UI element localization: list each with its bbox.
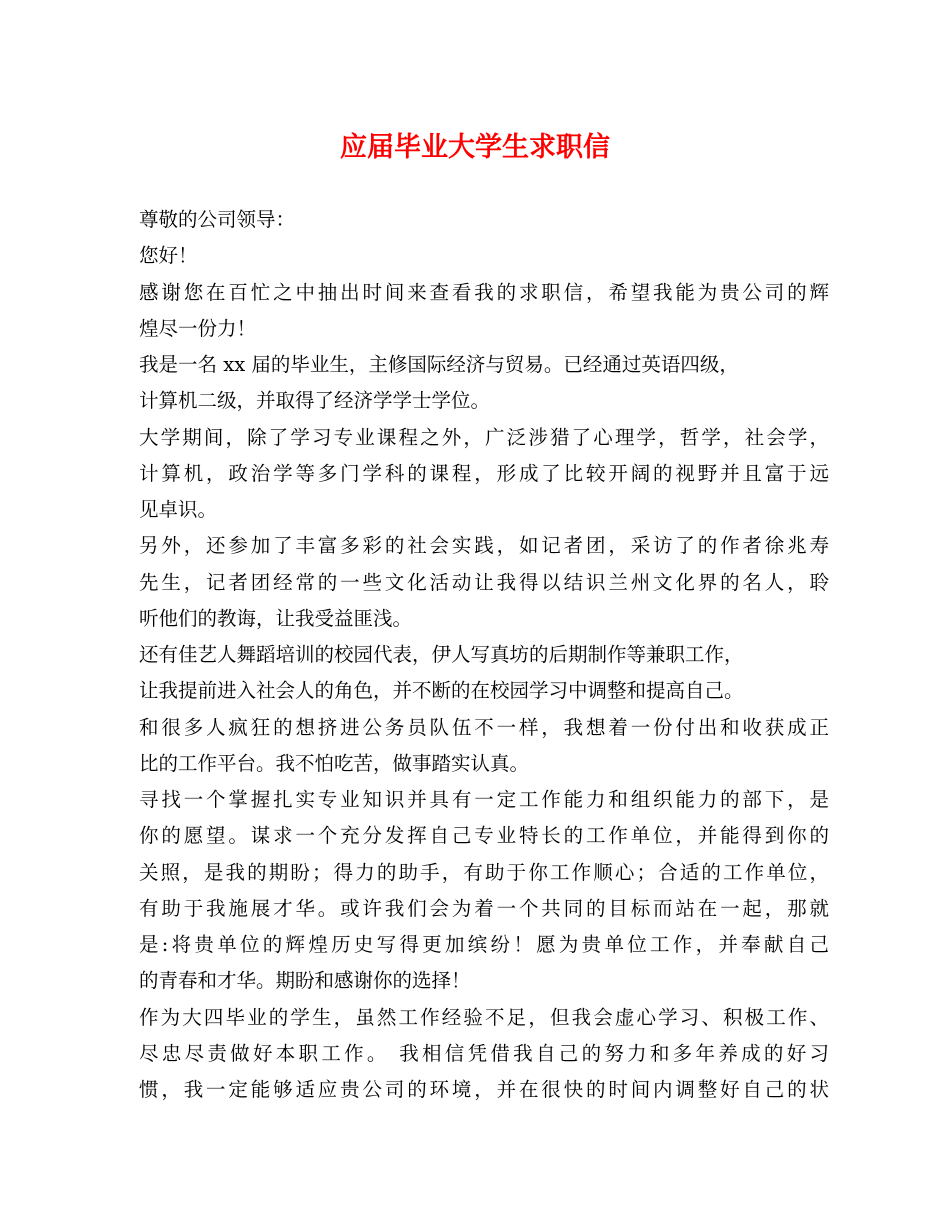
body-line: 计算机，政治学等多门学科的课程，形成了比较开阔的视野并且富于远	[139, 461, 829, 485]
body-line: 作为大四毕业的学生，虽然工作经验不足，但我会虚心学习、积极工作、	[139, 1005, 829, 1029]
body-line: 寻找一个掌握扎实专业知识并具有一定工作能力和组织能力的部下，是	[139, 788, 829, 811]
body-line: 计算机二级，并取得了经济学学士学位。	[139, 389, 491, 413]
body-line: 尽忠尽责做好本职工作。 我相信凭借我自己的努力和多年养成的好习	[139, 1041, 829, 1065]
salutation-line: 尊敬的公司领导：	[139, 208, 296, 231]
body-line: 有助于我施展才华。或许我们会为着一个共同的目标而站在一起，那就	[139, 896, 829, 920]
body-line: 比的工作平台。我不怕吃苦，做事踏实认真。	[139, 751, 530, 775]
document-title: 应届毕业大学生求职信	[340, 132, 610, 163]
body-line: 的青春和才华。期盼和感谢你的选择！	[139, 969, 471, 993]
body-line: 先生，记者团经常的一些文化活动让我得以结识兰州文化界的名人，聆	[139, 570, 829, 594]
body-line: 惯，我一定能够适应贵公司的环境，并在很快的时间内调整好自己的状	[139, 1078, 829, 1101]
body-line: 见卓识。	[139, 498, 218, 521]
body-line: 另外，还参加了丰富多彩的社会实践，如记者团，采访了的作者徐兆寿	[139, 534, 829, 558]
body-line: 是:将贵单位的辉煌历史写得更加缤纷！愿为贵单位工作，并奉献自己	[139, 933, 829, 956]
body-line: 煌尽一份力！	[139, 316, 257, 340]
body-line: 听他们的教诲，让我受益匪浅。	[139, 606, 413, 630]
greeting-line: 您好！	[139, 244, 198, 268]
body-line: 我是一名 xx 届的毕业生，主修国际经济与贸易。已经通过英语四级，	[139, 353, 739, 376]
body-line: 感谢您在百忙之中抽出时间来查看我的求职信，希望我能为贵公司的辉	[139, 280, 829, 304]
letter-body	[139, 202, 829, 1108]
body-line: 和很多人疯狂的想挤进公务员队伍不一样，我想着一份付出和收获成正	[139, 715, 829, 739]
body-line: 让我提前进入社会人的角色，并不断的在校园学习中调整和提高自己。	[139, 679, 744, 703]
body-line: 大学期间，除了学习专业课程之外，广泛涉猎了心理学，哲学，社会学，	[139, 425, 829, 449]
body-line: 你的愿望。谋求一个充分发挥自己专业特长的工作单位，并能得到你的	[139, 824, 829, 848]
body-line: 关照，是我的期盼；得力的助手，有助于你工作顺心；合适的工作单位，	[139, 860, 829, 884]
body-line: 还有佳艺人舞蹈培训的校园代表，伊人写真坊的后期制作等兼职工作，	[139, 643, 744, 666]
